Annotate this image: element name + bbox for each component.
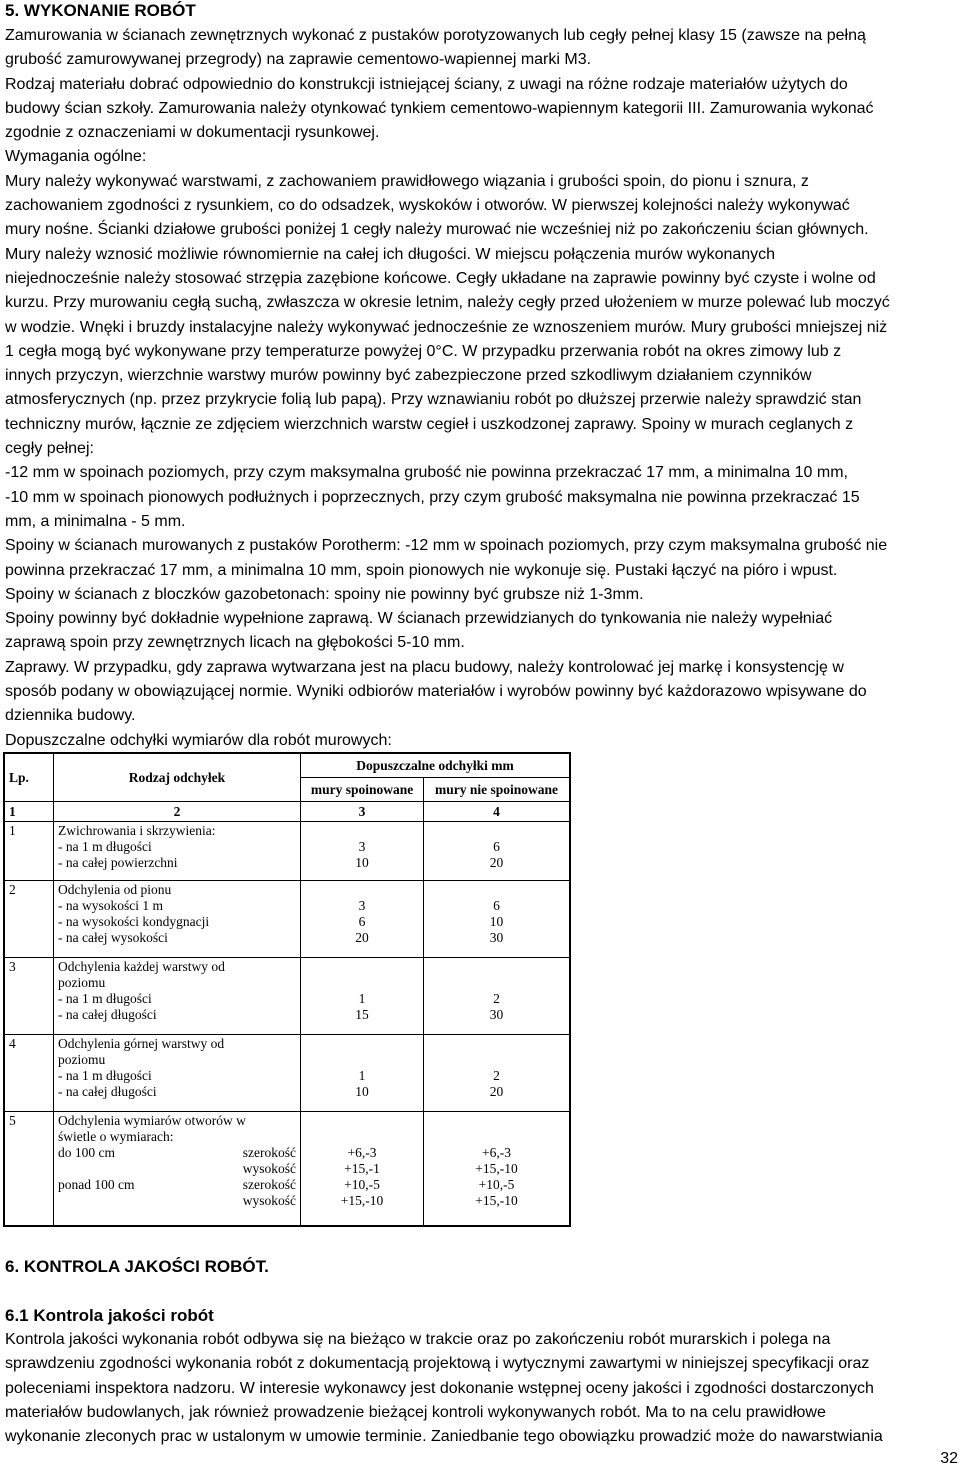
tolerance-value [305,1052,419,1068]
tolerance-value: 6 [358,913,366,929]
tolerance-value: +15,-10 [340,1193,384,1209]
section-5-line: Rodzaj materiału dobrać odpowiednio do konstrukcji istniejącej ściany, z uwagi na różne rodzaje materiałów użytych do [5,75,848,93]
th-rodzaj: Rodzaj odchyłek [54,754,301,802]
opening-dimension-label: szerokość [242,1177,296,1193]
tolerance-table-grid [4,753,570,1226]
description-line: - na całej długości [58,1006,157,1022]
section-5-line: Spoiny w ścianach murowanych z pustaków Porotherm: -12 mm w spoinach poziomych, przy czym maksymalna grubość nie [5,537,888,555]
page-number: 32 [940,1450,958,1467]
value-spoinowane [301,880,424,957]
tolerance-value: +15,-1 [344,1161,380,1177]
opening-dimension-label: wysokość [242,1161,296,1177]
description-line: Odchylenia od pionu [58,881,172,897]
section-5-line: sposób podany w obowiązującej normie. Wyniki odbiorów materiałów i wyrobów powinny być każdorazowo wpisywane do [5,683,867,701]
tolerance-value [428,882,565,898]
row-description [54,957,301,1034]
tolerance-table [3,752,571,1227]
value-spoinowane [301,1034,424,1111]
section-5-line: cegły pełnej: [5,440,94,458]
tolerance-value: 20 [489,855,504,870]
tolerance-value [305,823,419,839]
section-5-line: atmosferycznych (np. przez przykrycie folią lub papą). Przy wznawianiu robót po dłuższej przerwie należy sprawdzić stan [5,391,862,409]
section-5-line: -10 mm w spoinach pionowych podłużnych i poprzecznych, przy czym grubość maksymalna nie powinna przekraczać 15 [5,488,860,506]
tolerance-value [305,959,419,975]
row-description [54,822,301,881]
tolerance-value: 10 [489,913,504,929]
section-5-line: w wodzie. Wnęki i bruzdy instalacyjne należy wykonywać jednocześnie ze wznoszeniem murów. Mury grubości mniejszej niż [5,318,888,336]
table-row [5,880,570,957]
description-line: świetle o wymiarach: [58,1129,174,1145]
section-6-1-line: materiałów budowlanych, jak również prowadzenie bieżącej kontroli wykonywanych robót. Ma to na celu prawidłowe [5,1403,826,1421]
section-6-1-line: wykonanie zleconych prac w ustalonym w umowie terminie. Zaniedbanie tego obowiązku prowadzić może do nawarstwiania [5,1428,883,1446]
description-line: Odchylenia każdej warstwy od [58,958,225,974]
value-niespoinowane [424,880,570,957]
opening-size-row [58,1193,296,1209]
value-niespoinowane [424,957,570,1034]
opening-size-label: ponad 100 cm [58,1177,135,1193]
section-5-line: techniczny murów, łącznie ze zdjęciem wierzchnich warstw cegieł i uszkodzonej zaprawy. Spoiny w murach ceglanych z [5,415,854,433]
value-spoinowane [301,822,424,881]
row-lp: 2 [5,880,54,957]
table-row [5,957,570,1034]
description-line: - na całej powierzchni [58,855,178,870]
section-5-line: Mury należy wznosić możliwie równomiernie na całej ich długości. W miejscu połączenia murów wykonanych [5,245,776,263]
tolerance-value: +6,-3 [347,1145,377,1161]
section-6-heading: 6. KONTROLA JAKOŚCI ROBÓT. [5,1257,269,1276]
opening-size-row [58,1177,296,1193]
th-dopuszczalne: Dopuszczalne odchyłki mm [301,754,570,778]
section-5-line: 1 cegła mogą być wykonywane przy temperaturze powyżej 0°C. W przypadku przerwania robót na okres zimowy lub z [5,342,842,360]
section-5-line: innych przyczyn, wierzchnie warstwy murów powinny być zabezpieczone przed szkodliwym działaniem czynników [5,367,812,385]
table-row [5,822,570,881]
description-line: - na wysokości 1 m [58,897,163,913]
section-5-line: Spoiny w ścianach z bloczków gazobetonach: spoiny nie powinny być grubsze niż 1-3mm. [5,585,644,603]
row-lp: 1 [5,822,54,881]
section-5-line: zachowaniem zgodności z rysunkiem, co do odsadzek, wyskoków i otworów. W pierwszej kolejności należy wykonywać [5,197,850,215]
description-line: poziomu [58,1051,106,1067]
tolerance-value: 20 [355,929,369,945]
section-5-line: Spoiny powinny być dokładnie wypełnione zaprawą. W ścianach przewidzianych do tynkowania nie należy wypełniać [5,610,833,628]
description-line: - na 1 m długości [58,990,152,1006]
section-5-line: Mury należy wykonywać warstwami, z zachowaniem prawidłowego wiązania i grubości spoin, do pionu i sznura, z [5,172,809,190]
tolerance-value: 10 [355,1083,369,1099]
tolerance-value: 30 [489,929,504,945]
tolerance-value [428,1052,565,1068]
th-num-4: 4 [424,802,570,822]
description-line: - na całej długości [58,1083,157,1099]
th-lp: Lp. [5,754,54,802]
tolerance-value: 2 [493,1067,500,1083]
tolerance-value: 2 [493,990,500,1006]
row-description [54,1034,301,1111]
description-line: - na wysokości kondygnacji [58,913,210,929]
tolerance-value [428,959,565,975]
description-line: Zwichrowania i skrzywienia: [58,823,216,838]
tolerance-value [428,823,565,839]
tolerance-value: 30 [489,1006,504,1022]
description-line: - na 1 m długości [58,1067,152,1083]
section-5-heading: 5. WYKONANIE ROBÓT [5,1,196,20]
tolerance-value: +15,-10 [475,1161,518,1177]
section-6-1-line: poleceniami inspektora nadzoru. W interesie wykonawcy jest dokonanie wstępnej oceny jakości i zgodności dostarczonych [5,1379,874,1397]
opening-size-row [58,1161,296,1177]
section-5-line: Zaprawy. W przypadku, gdy zaprawa wytwarzana jest na placu budowy, należy kontrolować jej markę i konsystencję w [5,658,844,676]
section-5-body [5,24,890,753]
tolerance-table-body [5,822,570,1226]
tolerance-value: 20 [489,1083,504,1099]
description-line: Odchylenia górnej warstwy od [58,1035,225,1051]
tolerance-value [305,975,419,991]
row-lp: 5 [5,1112,54,1226]
th-niespoinowane: mury nie spoinowane [424,778,570,802]
section-5-line: niejednocześnie należy stosować strzępia zazębione końcowe. Cegły układane na zaprawie powinny być czyste i wolne od [5,269,876,287]
row-description [54,1112,301,1226]
tolerance-value [428,975,565,991]
section-5-line: kurzu. Przy murowaniu cegłą suchą, zwłaszcza w okresie letnim, należy cegły przed ułożeniem w murze polewać lub moczyć [5,294,890,312]
tolerance-value: 6 [493,839,500,854]
value-spoinowane [301,957,424,1034]
section-5-line: zaprawą spoin przy zewnętrznych licach na głębokości 5-10 mm. [5,634,465,652]
section-5-line: mm, a minimalna - 5 mm. [5,512,186,530]
th-num-3: 3 [301,802,424,822]
tolerance-value [305,882,419,898]
section-5-line: Zamurowania w ścianach zewnętrznych wykonać z pustaków porotyzowanych lub cegły pełnej klasy 15 (zawsze na pełną [5,27,866,44]
section-6-1-line: Kontrola jakości wykonania robót odbywa się na bieżąco w trakcie oraz po zakończeniu robót murarskich i polega na [5,1331,831,1348]
description-line: - na 1 m długości [58,839,152,854]
section-5-line: zgodnie z oznaczeniami w dokumentacji rysunkowej. [5,124,380,142]
tolerance-value: +6,-3 [482,1145,512,1161]
section-6-1-heading: 6.1 Kontrola jakości robót [5,1306,214,1325]
value-spoinowane [301,1112,424,1226]
tolerance-value: 1 [358,1067,366,1083]
description-line: poziomu [58,974,106,990]
section-5-line: dziennika budowy. [5,707,136,725]
value-niespoinowane [424,1034,570,1111]
tolerance-value: 10 [355,855,369,870]
tolerance-value [428,1036,565,1052]
opening-size-row [58,1145,296,1161]
tolerance-value: 3 [358,897,366,913]
tolerance-value: +10,-5 [344,1177,380,1193]
tolerance-value: 3 [358,839,366,854]
tolerance-value: +10,-5 [478,1177,515,1193]
opening-dimension-label: wysokość [242,1193,296,1209]
opening-dimension-label: szerokość [242,1145,296,1161]
section-6-1-body [5,1328,883,1449]
th-num-1: 1 [5,802,54,822]
th-spoinowane: mury spoinowane [301,778,424,802]
row-lp: 3 [5,957,54,1034]
section-5-line: -12 mm w spoinach poziomych, przy czym maksymalna grubość nie powinna przekraczać 17 mm, a minimalna 10 mm, [5,464,848,482]
section-6-1-line: sprawdzeniu zgodności wykonania robót z dokumentacją projektową i wytycznymi zawartymi w niniejszej specyfikacji oraz [5,1355,870,1373]
tolerance-value [305,1036,419,1052]
tolerance-value: 6 [493,897,500,913]
row-description [54,880,301,957]
section-5-line: Wymagania ogólne: [5,148,147,166]
row-lp: 4 [5,1034,54,1111]
tolerance-value: 15 [355,1006,369,1022]
th-num-2: 2 [54,802,301,822]
section-5-line: grubość zamurowywanej przegrody) na zaprawie cementowo-wapiennej marki M3. [5,51,592,69]
description-line: Odchylenia wymiarów otworów w [58,1113,246,1129]
value-niespoinowane [424,822,570,881]
section-5-line: mury nośne. Ścianki działowe grubości poniżej 1 cegły należy murować nie wcześniej niż po zakończeniu ścian głównych. [5,221,869,239]
section-5-line: Dopuszczalne odchyłki wymiarów dla robót murowych: [5,731,392,749]
section-5-line: powinna przekraczać 17 mm, a minimalna 10 mm, spoin pionowych nie wykonuje się. Pustaki łączyć na pióro i wpust. [5,561,838,579]
value-niespoinowane [424,1112,570,1226]
description-line: - na całej wysokości [58,929,168,945]
table-row [5,1034,570,1111]
section-5-line: budowy ścian szkoły. Zamurowania należy otynkować tynkiem cementowo-wapiennym kategorii III. Zamurowania wykonać [5,99,874,117]
tolerance-value: +15,-10 [475,1193,518,1209]
tolerance-value: 1 [358,990,366,1006]
opening-size-label: do 100 cm [58,1145,115,1161]
table-row [5,1112,570,1226]
